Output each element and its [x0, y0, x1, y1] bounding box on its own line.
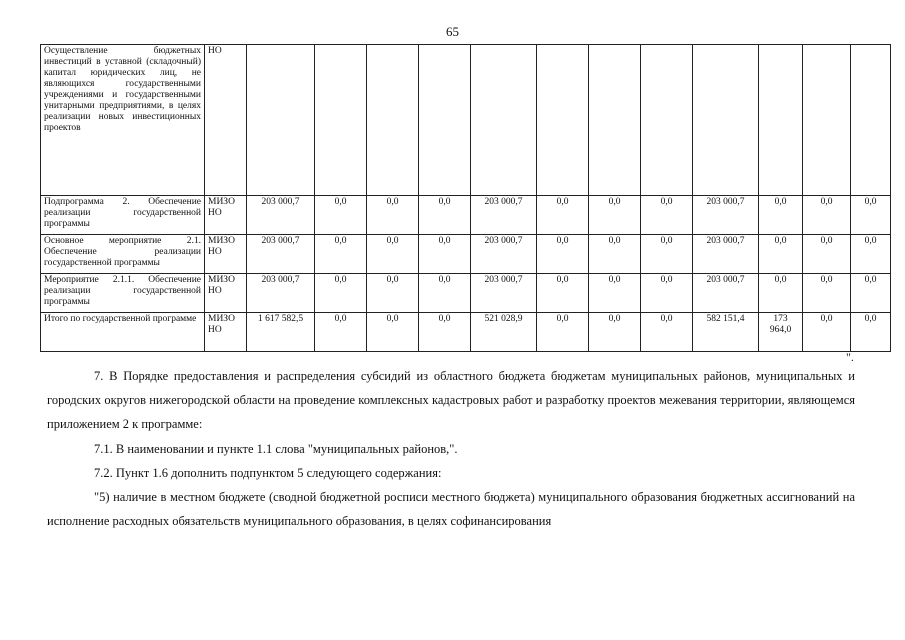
table-body — [41, 45, 891, 352]
value-cell: 0,0 — [851, 235, 891, 274]
value-cell — [247, 45, 315, 196]
value-cell: 0,0 — [851, 274, 891, 313]
value-cell: 0,0 — [851, 196, 891, 235]
value-cell — [803, 45, 851, 196]
table-row — [41, 235, 891, 274]
value-cell — [367, 45, 419, 196]
row-executor-cell: МИЗО НО — [205, 313, 247, 352]
value-cell: 0,0 — [851, 313, 891, 352]
value-cell: 0,0 — [803, 274, 851, 313]
table-row — [41, 313, 891, 352]
row-executor-cell: НО — [205, 45, 247, 196]
row-name-cell: Подпрограмма 2. Обеспечение реализации государственной программы — [41, 196, 205, 235]
value-cell: 0,0 — [803, 313, 851, 352]
value-cell — [641, 45, 693, 196]
value-cell: 203 000,7 — [247, 235, 315, 274]
value-cell: 0,0 — [641, 235, 693, 274]
value-cell: 0,0 — [537, 235, 589, 274]
value-cell: 0,0 — [537, 313, 589, 352]
value-cell: 0,0 — [803, 235, 851, 274]
value-cell: 0,0 — [367, 274, 419, 313]
value-cell: 0,0 — [537, 274, 589, 313]
closing-quote: ". — [846, 350, 854, 364]
value-cell — [537, 45, 589, 196]
value-cell — [759, 45, 803, 196]
value-cell — [315, 45, 367, 196]
table-row — [41, 274, 891, 313]
value-cell: 203 000,7 — [247, 196, 315, 235]
row-name-cell: Основное мероприятие 2.1. Обеспечение реализации государственной программы — [41, 235, 205, 274]
value-cell: 582 151,4 — [693, 313, 759, 352]
table-row — [41, 45, 891, 196]
paragraph-7-1: 7.1. В наименовании и пункте 1.1 слова "муниципальных районов,". — [94, 442, 458, 456]
value-cell: 0,0 — [315, 274, 367, 313]
value-cell: 203 000,7 — [693, 235, 759, 274]
value-cell — [589, 45, 641, 196]
value-cell: 0,0 — [367, 313, 419, 352]
value-cell: 173 964,0 — [759, 313, 803, 352]
value-cell: 0,0 — [759, 274, 803, 313]
value-cell: 0,0 — [419, 313, 471, 352]
value-cell: 0,0 — [589, 313, 641, 352]
value-cell: 0,0 — [759, 196, 803, 235]
value-cell: 0,0 — [589, 274, 641, 313]
value-cell: 203 000,7 — [693, 274, 759, 313]
value-cell — [471, 45, 537, 196]
value-cell: 0,0 — [419, 274, 471, 313]
value-cell: 0,0 — [367, 196, 419, 235]
value-cell: 203 000,7 — [471, 235, 537, 274]
value-cell: 0,0 — [315, 313, 367, 352]
row-name-cell: Итого по государственной программе — [41, 313, 205, 352]
value-cell: 0,0 — [803, 196, 851, 235]
value-cell: 203 000,7 — [471, 274, 537, 313]
value-cell — [693, 45, 759, 196]
value-cell: 0,0 — [641, 274, 693, 313]
value-cell — [851, 45, 891, 196]
page-number: 65 — [446, 24, 459, 39]
value-cell: 521 028,9 — [471, 313, 537, 352]
value-cell: 203 000,7 — [247, 274, 315, 313]
value-cell: 203 000,7 — [693, 196, 759, 235]
budget-table — [40, 44, 891, 352]
value-cell: 0,0 — [759, 235, 803, 274]
value-cell: 0,0 — [419, 235, 471, 274]
value-cell: 0,0 — [419, 196, 471, 235]
row-executor-cell: МИЗО НО — [205, 274, 247, 313]
value-cell: 0,0 — [589, 196, 641, 235]
paragraph-5-quote: "5) наличие в местном бюджете (сводной бюджетной росписи местного бюджета) муниципального образования бюджетных ассигнований на исполнение расходных обязательств муниципального образования, в целях софинансирования — [47, 490, 855, 528]
row-executor-cell: МИЗО НО — [205, 196, 247, 235]
value-cell: 0,0 — [315, 196, 367, 235]
value-cell: 0,0 — [641, 313, 693, 352]
row-executor-cell: МИЗО НО — [205, 235, 247, 274]
row-name-cell: Мероприятие 2.1.1. Обеспечение реализации государственной программы — [41, 274, 205, 313]
value-cell — [419, 45, 471, 196]
row-name-cell: Осуществление бюджетных инвестиций в уставной (складочный) капитал юридических лиц, не являющихся государственными учреждениями и государственными унитарными предприятиями, в целях реализации новых инвестиционных проектов — [41, 45, 205, 196]
value-cell: 1 617 582,5 — [247, 313, 315, 352]
value-cell: 0,0 — [537, 196, 589, 235]
value-cell: 0,0 — [315, 235, 367, 274]
table-row — [41, 196, 891, 235]
paragraph-7-2: 7.2. Пункт 1.6 дополнить подпунктом 5 следующего содержания: — [94, 466, 442, 480]
value-cell: 203 000,7 — [471, 196, 537, 235]
value-cell: 0,0 — [589, 235, 641, 274]
paragraph-7: 7. В Порядке предоставления и распределения субсидий из областного бюджета бюджетам муниципальных районов, муниципальных и городских округов нижегородской области на проведение комплексных кадастровых работ и разработку проектов межевания территории, являющемся приложением 2 к программе: — [47, 369, 855, 431]
value-cell: 0,0 — [641, 196, 693, 235]
value-cell: 0,0 — [367, 235, 419, 274]
